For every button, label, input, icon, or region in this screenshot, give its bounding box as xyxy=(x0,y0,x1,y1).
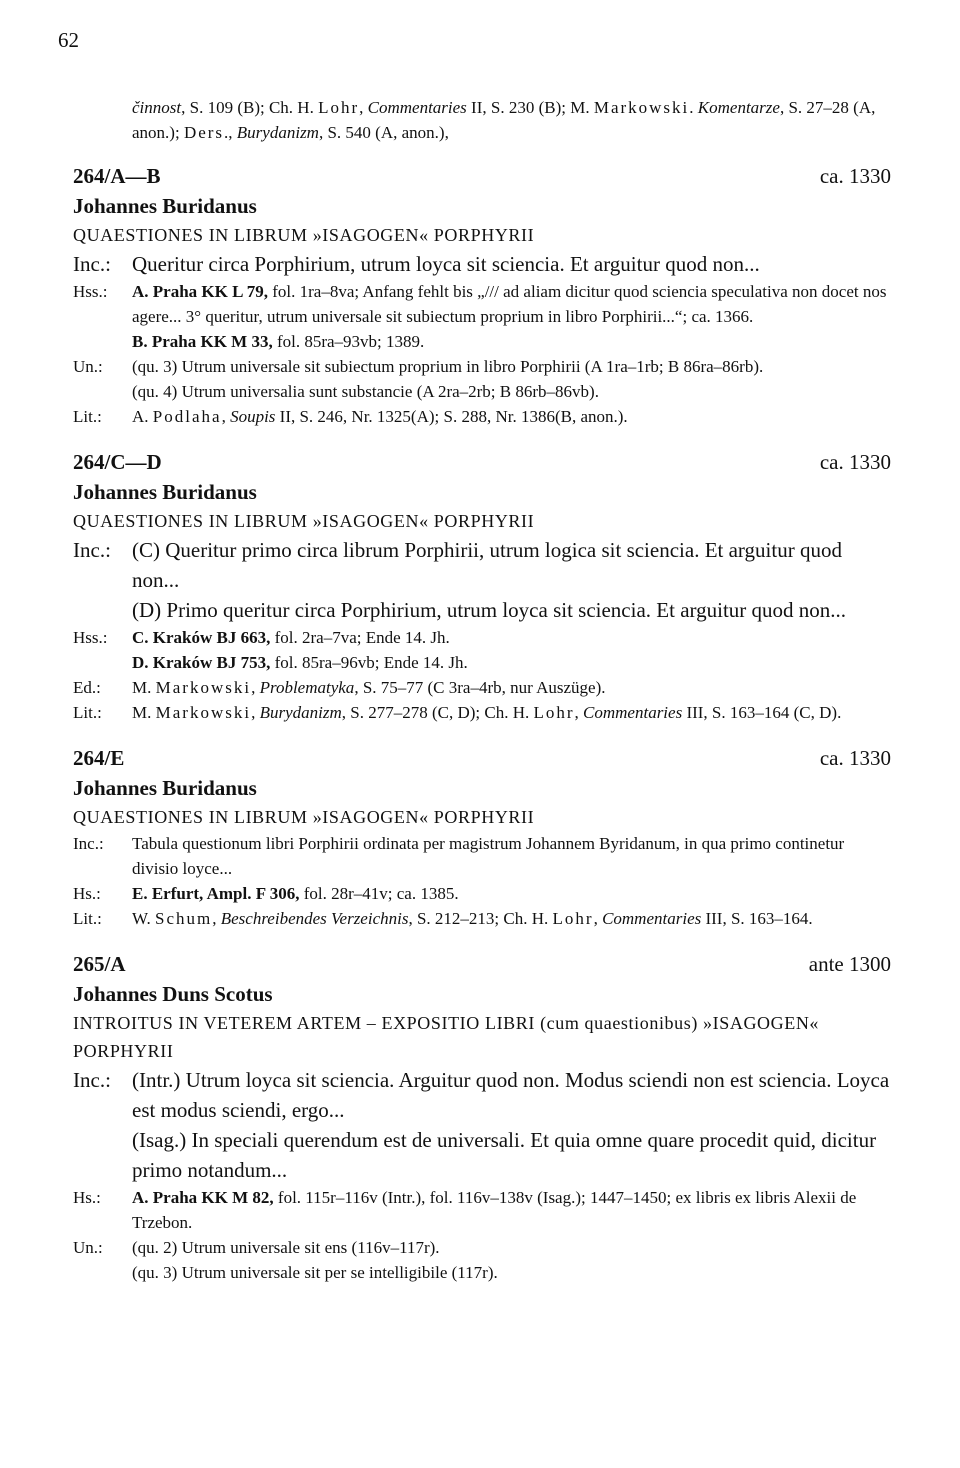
lit-part: A. xyxy=(132,407,153,426)
manuscript-details: fol. 85ra–96vb; Ende 14. Jh. xyxy=(270,653,468,672)
intro-part: činnost xyxy=(132,98,182,117)
field-label: Inc.: xyxy=(73,834,104,853)
entry-header xyxy=(73,447,891,477)
manuscript-details: fol. 85ra–93vb; 1389. xyxy=(272,332,425,351)
questions xyxy=(73,1235,891,1285)
entry-title: QUAESTIONES IN LIBRUM »ISAGOGEN« PORPHYRII xyxy=(73,225,535,245)
incipit xyxy=(73,831,891,881)
literature xyxy=(73,404,891,429)
shelfmark: B. Praha KK M 33, xyxy=(132,332,273,351)
manuscripts xyxy=(73,625,891,675)
lit-part: II, S. 246, Nr. 1325(A); S. 288, Nr. 1386(B, anon.). xyxy=(275,407,628,426)
intro-part: , S. 27–28 (A, anon.); xyxy=(132,98,876,142)
intro-part: Burydanizm xyxy=(236,123,319,142)
lit-part: Soupis xyxy=(230,407,276,426)
shelfmark: C. Kraków BJ 663, xyxy=(132,628,271,647)
entry-title: QUAESTIONES IN LIBRUM »ISAGOGEN« PORPHYRII xyxy=(73,511,535,531)
field-label: Hss.: xyxy=(73,628,108,647)
manuscript-details: fol. 28r–41v; ca. 1385. xyxy=(299,884,459,903)
lit-part: , xyxy=(574,703,584,722)
lit-part: Lohr xyxy=(552,909,594,928)
lit-part: Markowski xyxy=(155,703,252,722)
entry-number: 264/E xyxy=(73,746,125,770)
intro-part: Lohr xyxy=(318,98,360,117)
lit-part: Podlaha xyxy=(152,407,222,426)
lit-part: Commentaries xyxy=(602,909,702,928)
page-number: 62 xyxy=(58,28,79,52)
entry-number: 264/C—D xyxy=(73,450,162,474)
manuscripts xyxy=(73,881,891,906)
manuscript-details: fol. 1ra–8va; Anfang fehlt bis „/// ad aliam dicitur quod sciencia speculativa non docet nos agere... 3° queritur, utrum universale sit subiectum proprium in libro Porphirii...“; ca. 1366. xyxy=(132,282,887,326)
entry-264-a-b xyxy=(73,161,891,429)
lit-part: , S. 212–213; Ch. H. xyxy=(408,909,553,928)
intro-continuation xyxy=(132,95,891,145)
manuscript-details: fol. 2ra–7va; Ende 14. Jh. xyxy=(270,628,450,647)
lit-part: Lohr xyxy=(533,703,575,722)
entry-date: ca. 1330 xyxy=(819,164,891,188)
lit-part: Commentaries xyxy=(583,703,683,722)
intro-part: . xyxy=(689,98,698,117)
lit-part: , S. 277–278 (C, D); Ch. H. xyxy=(341,703,534,722)
ed-part: Problematyka xyxy=(259,678,355,697)
field-label: Hs.: xyxy=(73,884,101,903)
ed-part: Markowski xyxy=(155,678,252,697)
ed-part: , xyxy=(251,678,260,697)
field-label: Inc.: xyxy=(73,1068,111,1092)
intro-part: Markowski xyxy=(593,98,690,117)
incipit-text: (Isag.) In speciali querendum est de universali. Et quia omne quare procedit quid, dicitur primo notandum... xyxy=(132,1128,877,1182)
manuscript-d xyxy=(132,650,891,675)
entry-number: 265/A xyxy=(73,952,126,976)
incipit xyxy=(73,535,891,625)
entry-date: ca. 1330 xyxy=(819,746,891,770)
field-label: Hs.: xyxy=(73,1188,101,1207)
lit-part: Schum xyxy=(155,909,213,928)
entry-author: Johannes Buridanus xyxy=(73,776,257,800)
manuscript-c xyxy=(132,625,891,650)
shelfmark: A. Praha KK M 82, xyxy=(132,1188,274,1207)
lit-part: Burydanizm xyxy=(259,703,342,722)
intro-part: , xyxy=(359,98,368,117)
lit-part: M. xyxy=(132,703,156,722)
entry-title: INTROITUS IN VETEREM ARTEM – EXPOSITIO LIBRI (cum quaestionibus) »ISAGOGEN« PORPHYRII xyxy=(73,1013,820,1061)
incipit xyxy=(73,249,891,279)
lit-part: , xyxy=(593,909,603,928)
intro-part: Commentaries xyxy=(367,98,467,117)
lit-part: III, S. 163–164 (C, D). xyxy=(682,703,842,722)
question-item: (qu. 4) Utrum universalia sunt substancie (A 2ra–2rb; B 86rb–86vb). xyxy=(132,382,599,401)
field-label: Lit.: xyxy=(73,703,102,722)
entry-header xyxy=(73,161,891,191)
ed-part: M. xyxy=(132,678,156,697)
manuscripts xyxy=(73,1185,891,1235)
lit-part: W. xyxy=(132,909,155,928)
entry-header xyxy=(73,949,891,979)
field-label: Inc.: xyxy=(73,252,111,276)
incipit xyxy=(73,1065,891,1185)
incipit-text: Tabula questionum libri Porphirii ordinata per magistrum Johannem Byridanum, in qua primo continetur divisio loyce... xyxy=(132,834,845,878)
incipit-text: (D) Primo queritur circa Porphirium, utrum loyca sit sciencia. Et arguitur quod non... xyxy=(132,598,847,622)
question-item: (qu. 3) Utrum universale sit per se intelligibile (117r). xyxy=(132,1263,498,1282)
question-item: (qu. 3) Utrum universale sit subiectum proprium in libro Porphirii (A 1ra–1rb; B 86ra–86rb). xyxy=(132,357,764,376)
incipit-text: (C) Queritur primo circa librum Porphirii, utrum logica sit sciencia. Et arguitur quod non... xyxy=(132,538,842,592)
entry-264-e xyxy=(73,743,891,931)
entry-header xyxy=(73,743,891,773)
manuscript-b xyxy=(132,329,891,354)
intro-part: Komentarze xyxy=(697,98,780,117)
literature xyxy=(73,700,891,725)
field-label: Un.: xyxy=(73,357,103,376)
intro-part: Ders xyxy=(183,123,225,142)
entry-date: ca. 1330 xyxy=(819,450,891,474)
entry-date: ante 1300 xyxy=(808,952,891,976)
lit-part: Beschreibendes Verzeichnis xyxy=(220,909,409,928)
intro-part: , S. 109 (B); Ch. H. xyxy=(181,98,319,117)
field-label: Ed.: xyxy=(73,678,101,697)
literature xyxy=(73,906,891,931)
field-label: Lit.: xyxy=(73,909,102,928)
field-label: Hss.: xyxy=(73,282,108,301)
shelfmark: E. Erfurt, Ampl. F 306, xyxy=(132,884,300,903)
shelfmark: D. Kraków BJ 753, xyxy=(132,653,271,672)
field-label: Un.: xyxy=(73,1238,103,1257)
page-content xyxy=(73,95,891,1303)
field-label: Lit.: xyxy=(73,407,102,426)
intro-part: , S. 540 (A, anon.), xyxy=(318,123,449,142)
questions xyxy=(73,354,891,404)
manuscript-details: fol. 115r–116v (Intr.), fol. 116v–138v (Isag.); 1447–1450; ex libris ex libris Alexii de Trzebon. xyxy=(132,1188,857,1232)
lit-part: , xyxy=(212,909,221,928)
entry-author: Johannes Buridanus xyxy=(73,194,257,218)
entry-title: QUAESTIONES IN LIBRUM »ISAGOGEN« PORPHYRII xyxy=(73,807,535,827)
field-label: Inc.: xyxy=(73,538,111,562)
entry-number: 264/A—B xyxy=(73,164,161,188)
lit-part: , xyxy=(221,407,231,426)
manuscripts xyxy=(73,279,891,354)
intro-part: ., xyxy=(224,123,237,142)
entry-author: Johannes Duns Scotus xyxy=(73,982,273,1006)
lit-part: III, S. 163–164. xyxy=(701,909,813,928)
entry-264-c-d xyxy=(73,447,891,725)
lit-part: , xyxy=(251,703,260,722)
entry-author: Johannes Buridanus xyxy=(73,480,257,504)
shelfmark: A. Praha KK L 79, xyxy=(132,282,269,301)
incipit-text: (Intr.) Utrum loyca sit sciencia. Arguitur quod non. Modus sciendi non est sciencia. Loyca est modus sciendi, ergo... xyxy=(132,1068,890,1122)
incipit-text: Queritur circa Porphirium, utrum loyca sit sciencia. Et arguitur quod non... xyxy=(132,252,760,276)
entry-265-a xyxy=(73,949,891,1285)
manuscript-a xyxy=(132,279,891,329)
edition xyxy=(73,675,891,700)
question-item: (qu. 2) Utrum universale sit ens (116v–117r). xyxy=(132,1238,440,1257)
ed-part: , S. 75–77 (C 3ra–4rb, nur Auszüge). xyxy=(354,678,606,697)
intro-part: II, S. 230 (B); M. xyxy=(466,98,594,117)
